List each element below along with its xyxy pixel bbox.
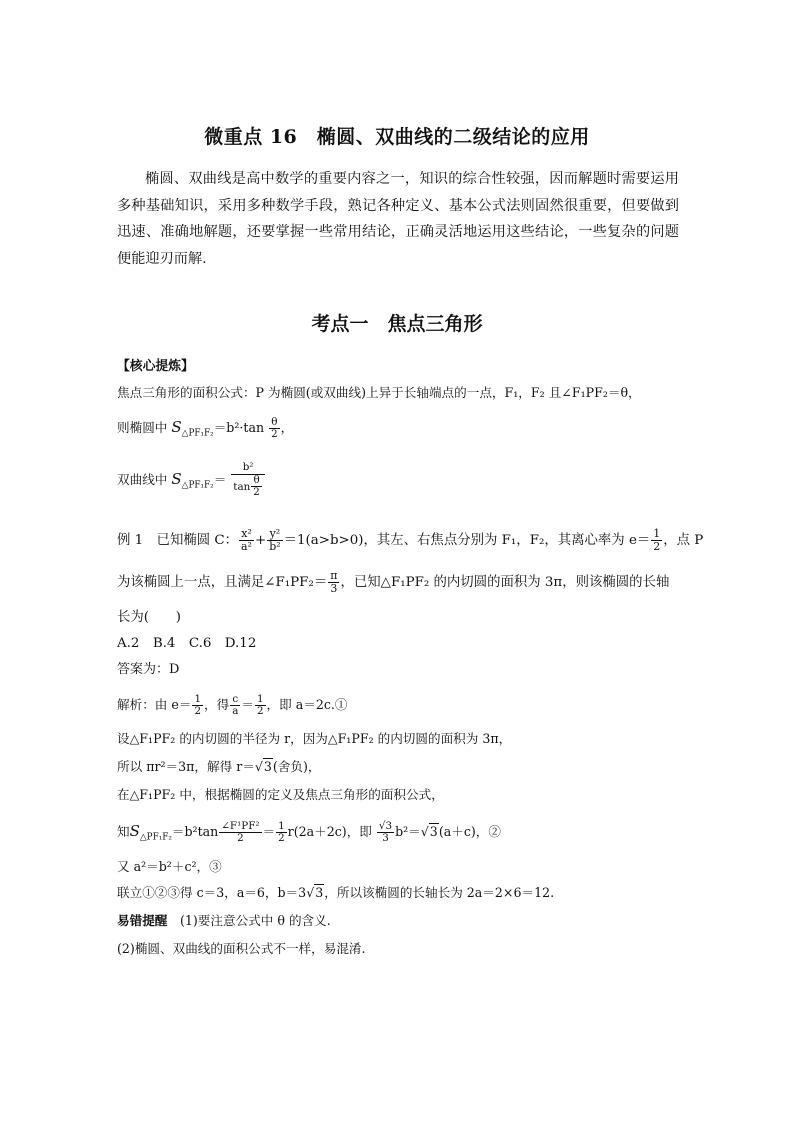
page-title: 微重点 16 椭圆、双曲线的二级结论的应用: [204, 126, 590, 148]
example-line-3: 长为( ): [117, 610, 182, 625]
solution-line-1: 解析：由 e＝ $\frac{1}{2}$ ，得 $\frac{c}{a}$ ＝ $\frac{1}{2}$ ，即 a＝2c.①: [117, 692, 348, 717]
y-sq-fraction: $\frac{\text{y²}}{\text{b²}}$: [269, 526, 281, 553]
pi-third-fraction: $\frac{\pi}{3}$: [330, 568, 338, 595]
answer-options: A.2 B.4 C.6 D.12: [117, 636, 257, 651]
error-tip-label: 易错提醒: [117, 913, 168, 928]
answer-line: 答案为：D: [117, 662, 180, 677]
section-title: 考点一 焦点三角形: [311, 313, 483, 335]
error-tip-line-1: 易错提醒 (1)要注意公式中 θ 的含义.: [117, 913, 331, 928]
example-line-2: 为该椭圆上一点，且满足∠F₁PF₂＝ $\frac{\pi}{3}$ ，已知△F₁PF₂ 的内切圆的面积为 3π，则该椭圆的长轴: [117, 568, 670, 595]
eccentricity-fraction: $\frac{1}{2}$: [653, 526, 661, 553]
hyperbola-formula: 双曲线中 $S_{\triangle PF_1F_2}=$ b² tan $\frac{\theta}{2}$: [117, 454, 689, 511]
hyperbola-area-fraction: b² tan $\frac{\theta}{2}$: [231, 462, 265, 498]
theta-half-fraction: $\frac{\theta}{2}$: [271, 415, 278, 440]
solution-line-3: 所以 πr²＝3π，解得 r＝√3(舍负)，: [117, 759, 321, 774]
solution-line-5: 知$S_{\triangle PF_1F_2}=b^2\tan$ $\frac{\text{∠F¹PF²}}{2}$ ＝ $\frac{1}{2}$ r(2a＋2c)，即 $\frac{√3}{3}$ b²＝√3(a＋c)，②: [117, 819, 501, 844]
solution-line-2: 设△F₁PF₂ 的内切圆的半径为 r，因为△F₁PF₂ 的内切圆的面积为 3π，: [117, 731, 512, 746]
ellipse-formula: 则椭圆中 $S_{\triangle PF_1F_2}=b^2\cdot\tan$ $\frac{\theta}{2}$ ，: [117, 415, 294, 440]
core-area-formula-line: 焦点三角形的面积公式：P 为椭圆(或双曲线)上异于长轴端点的一点，F₁，F₂ 且∠F₁PF₂＝θ，: [117, 385, 641, 400]
intro-paragraph: 椭圆、双曲线是高中数学的重要内容之一，知识的综合性较强，因而解题时需要运用多种基础知识，采用多种数学手段，熟记各种定义、基本公式法则固然很重要，但要做到迅速、准确地解题，还要掌握一些常用结论，正确灵活地运用这些结论，一些复杂的问题便能迎刃而解.: [117, 171, 679, 267]
core-heading: 【核心提炼】: [117, 359, 194, 374]
error-tip-line-2: (2)椭圆、双曲线的面积公式不一样，易混淆.: [117, 941, 366, 956]
solution-line-7: 联立①②③得 c＝3，a＝6，b＝3√3，所以该椭圆的长轴长为 2a＝2×6＝12.: [117, 885, 555, 900]
x-sq-fraction: $\frac{\text{x²}}{\text{a²}}$: [241, 526, 252, 553]
example-line-1: 例 1 已知椭圆 C： $\frac{\text{x²}}{\text{a²}}$ + $\frac{\text{y²}}{\text{b²}}$ ＝1(a>b>0)，其左、右焦点分别为 F₁，F₂，其离心率为 e＝ $\frac{1}{2}$ ，点 P: [117, 526, 704, 553]
solution-line-4: 在△F₁PF₂ 中，根据椭圆的定义及焦点三角形的面积公式，: [117, 787, 444, 802]
solution-line-6: 又 a²＝b²＋c²，③: [117, 859, 222, 874]
